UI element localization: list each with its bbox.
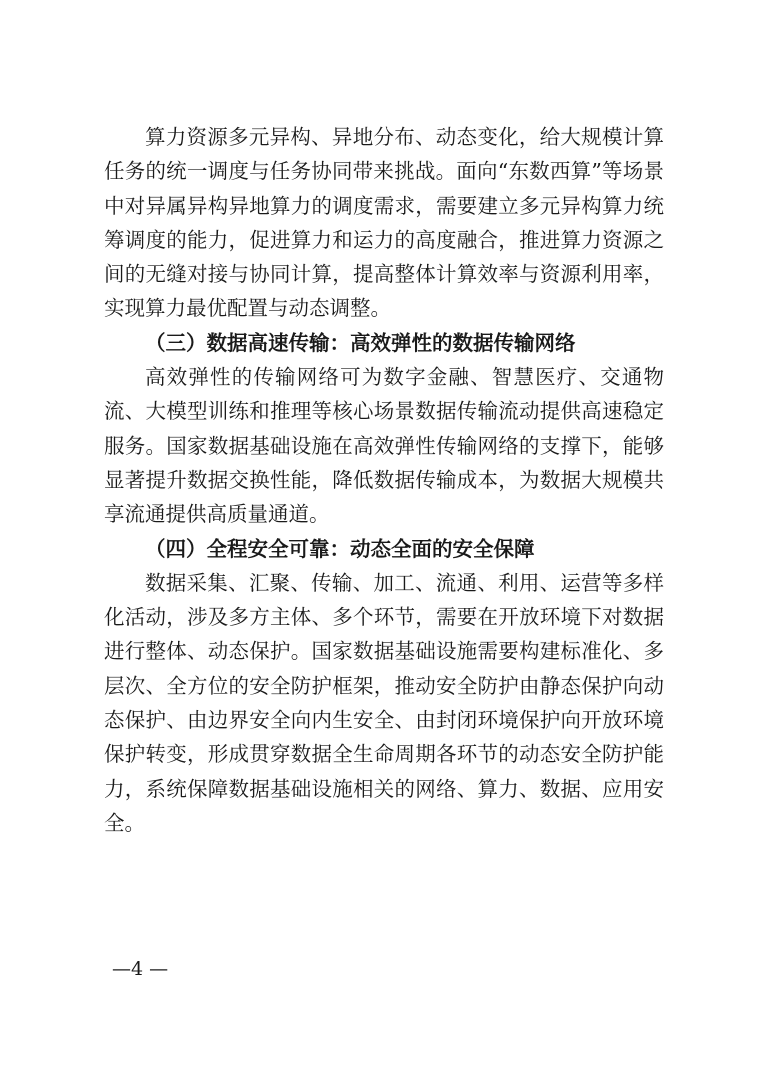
- body-text: [104, 120, 664, 840]
- paragraph-security: 数据采集、汇聚、传输、加工、流通、利用、运营等多样化活动，涉及多方主体、多个环节，需要在开放环境下对数据进行整体、动态保护。国家数据基础设施需要构建标准化、多层次、全方位的安全防护框架，推动安全防护由静态保护向动态保护、由边界安全向内生安全、由封闭环境保护向开放环境保护转变，形成贯穿数据全生命周期各环节的动态安全防护能力，系统保障数据基础设施相关的网络、算力、数据、应用安全。: [104, 570, 664, 835]
- paragraph-data-transmission: 高效弹性的传输网络可为数字金融、智慧医疗、交通物流、大模型训练和推理等核心场景数据传输流动提供高速稳定服务。国家数据基础设施在高效弹性传输网络的支撑下，能够显著提升数据交换性能，降低数据传输成本，为数据大规模共享流通提供高质量通道。: [104, 365, 664, 527]
- section-heading-4: （四）全程安全可靠：动态全面的安全保障: [145, 536, 535, 561]
- paragraph-compute-scheduling: 算力资源多元异构、异地分布、动态变化，给大规模计算任务的统一调度与任务协同带来挑战。面向“东数西算”等场景中对异属异构异地算力的调度需求，需要建立多元异构算力统筹调度的能力，促进算力和运力的高度融合，推进算力资源之间的无缝对接与协同计算，提高整体计算效率与资源利用率，实现算力最优配置与动态调整。: [104, 125, 664, 321]
- page-number: —4 —: [112, 958, 169, 980]
- section-heading-3: （三）数据高速传输：高效弹性的数据传输网络: [145, 330, 576, 355]
